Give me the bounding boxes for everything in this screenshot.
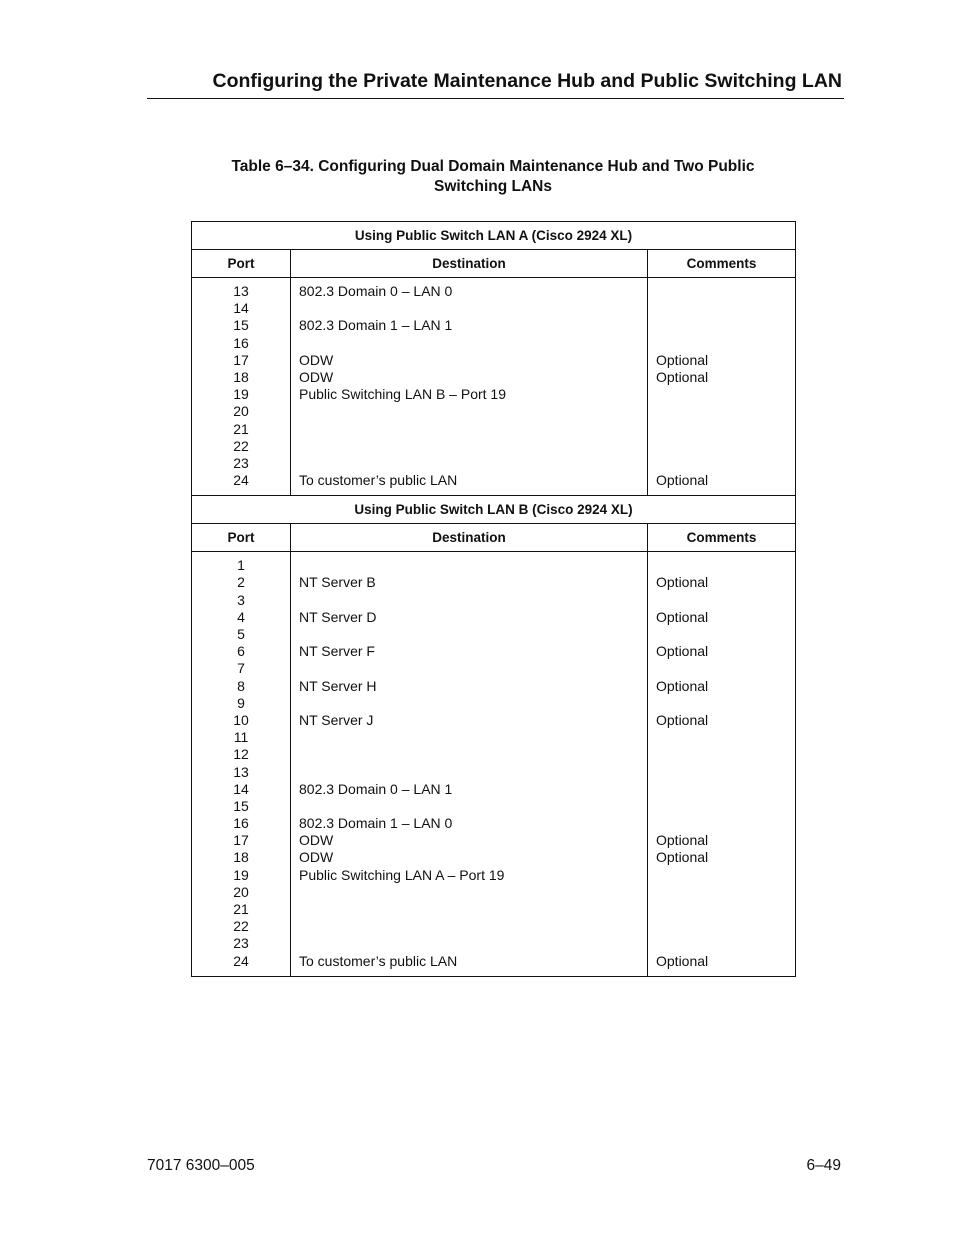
comment-text bbox=[648, 557, 795, 574]
table-data-row bbox=[192, 552, 796, 977]
column-header-port: Port bbox=[192, 524, 291, 552]
comment-text: Optional bbox=[656, 472, 709, 489]
port-list-cell bbox=[192, 278, 291, 496]
document-number: 7017 6300–005 bbox=[147, 1157, 255, 1174]
comment-text bbox=[648, 455, 795, 472]
destination-text bbox=[291, 918, 647, 935]
port-number: 23 bbox=[233, 454, 249, 471]
port-number: 1 bbox=[237, 557, 245, 574]
comment-text: Optional bbox=[656, 832, 709, 849]
destination-text: Public Switching LAN A – Port 19 bbox=[299, 866, 505, 883]
comment-text bbox=[648, 317, 795, 334]
column-header-destination: Destination bbox=[291, 250, 648, 278]
port-number: 14 bbox=[233, 780, 249, 797]
port-number: 17 bbox=[233, 351, 249, 368]
table-caption-line-2: Switching LANs bbox=[434, 177, 552, 195]
comment-text bbox=[648, 798, 795, 815]
port-number: 3 bbox=[237, 591, 245, 608]
comment-text bbox=[648, 592, 795, 609]
destination-text: 802.3 Domain 1 – LAN 0 bbox=[299, 815, 453, 832]
comment-text bbox=[648, 815, 795, 832]
destination-text: NT Server J bbox=[299, 711, 374, 728]
destination-text bbox=[291, 455, 647, 472]
comment-text bbox=[648, 695, 795, 712]
port-number: 2 bbox=[237, 574, 245, 591]
comment-text: Optional bbox=[656, 643, 709, 660]
comment-text bbox=[648, 729, 795, 746]
destination-text: ODW bbox=[299, 849, 334, 866]
table-data-row bbox=[192, 278, 796, 496]
comment-text bbox=[648, 918, 795, 935]
comment-text bbox=[648, 283, 795, 300]
port-number: 20 bbox=[233, 883, 249, 900]
comment-text bbox=[648, 626, 795, 643]
port-number: 8 bbox=[237, 677, 245, 694]
comment-text bbox=[648, 403, 795, 420]
port-number: 9 bbox=[237, 694, 245, 711]
port-number: 17 bbox=[233, 832, 249, 849]
column-header-row bbox=[192, 250, 796, 278]
port-number: 5 bbox=[237, 626, 245, 642]
port-number: 18 bbox=[233, 368, 249, 385]
comment-text bbox=[648, 867, 795, 884]
comments-list-cell bbox=[648, 278, 796, 496]
header-divider bbox=[147, 98, 844, 99]
port-number: 15 bbox=[233, 317, 249, 334]
port-number: 20 bbox=[233, 403, 249, 420]
destination-list-cell bbox=[291, 552, 648, 977]
comment-text bbox=[648, 935, 795, 952]
comment-text bbox=[648, 781, 795, 798]
destination-text: NT Server B bbox=[299, 574, 376, 591]
column-header-comments: Comments bbox=[648, 524, 796, 552]
port-number: 15 bbox=[233, 797, 249, 814]
port-list-cell bbox=[192, 552, 291, 977]
destination-text bbox=[291, 592, 647, 609]
section-header-row bbox=[192, 496, 796, 524]
port-number: 11 bbox=[233, 729, 249, 746]
page-header-title: Configuring the Private Maintenance Hub and Public Switching LAN bbox=[212, 70, 842, 92]
comment-text bbox=[648, 335, 795, 352]
comment-text bbox=[648, 438, 795, 455]
comment-text: Optional bbox=[656, 849, 709, 866]
comment-text: Optional bbox=[656, 574, 709, 591]
port-number: 16 bbox=[233, 815, 249, 832]
destination-text: 802.3 Domain 1 – LAN 1 bbox=[299, 317, 453, 334]
destination-text bbox=[291, 438, 647, 455]
table-caption-line-1: Table 6–34. Configuring Dual Domain Maintenance Hub and Two Public bbox=[231, 158, 755, 175]
port-number: 7 bbox=[237, 660, 245, 677]
comment-text bbox=[648, 421, 795, 438]
table-caption bbox=[191, 157, 795, 196]
column-header-row bbox=[192, 524, 796, 552]
section-header-row bbox=[192, 222, 796, 250]
destination-text bbox=[291, 695, 647, 712]
destination-text bbox=[291, 746, 647, 763]
port-number: 22 bbox=[233, 437, 249, 454]
port-configuration-table bbox=[191, 221, 796, 977]
port-number: 19 bbox=[233, 386, 249, 403]
page-number: 6–49 bbox=[806, 1157, 841, 1174]
port-number: 12 bbox=[233, 746, 249, 763]
destination-text: NT Server D bbox=[299, 608, 377, 625]
destination-text bbox=[291, 421, 647, 438]
destination-text bbox=[291, 403, 647, 420]
port-number: 13 bbox=[233, 283, 249, 299]
comment-text bbox=[648, 884, 795, 901]
destination-text bbox=[291, 935, 647, 952]
comment-text: Optional bbox=[656, 608, 709, 625]
destination-text: To customer’s public LAN bbox=[299, 472, 458, 489]
destination-text: To customer’s public LAN bbox=[299, 952, 458, 969]
port-number: 18 bbox=[233, 849, 249, 866]
port-number: 22 bbox=[233, 918, 249, 935]
port-number: 16 bbox=[233, 334, 249, 351]
column-header-destination: Destination bbox=[291, 524, 648, 552]
destination-text: ODW bbox=[299, 368, 334, 385]
destination-text bbox=[291, 901, 647, 918]
destination-text bbox=[291, 884, 647, 901]
port-number: 6 bbox=[237, 643, 245, 660]
port-number: 21 bbox=[233, 901, 249, 917]
destination-text bbox=[291, 764, 647, 781]
port-number: 21 bbox=[233, 420, 249, 437]
destination-text: 802.3 Domain 0 – LAN 0 bbox=[299, 283, 453, 299]
section-title-lan-b: Using Public Switch LAN B (Cisco 2924 XL) bbox=[192, 496, 796, 524]
comment-text bbox=[648, 660, 795, 677]
destination-text: 802.3 Domain 0 – LAN 1 bbox=[299, 780, 453, 797]
port-number: 4 bbox=[237, 608, 245, 625]
destination-text: ODW bbox=[299, 351, 334, 368]
port-number: 13 bbox=[233, 763, 249, 780]
comment-text: Optional bbox=[656, 677, 709, 694]
comment-text bbox=[648, 300, 795, 317]
port-number: 19 bbox=[233, 866, 249, 883]
destination-text bbox=[291, 729, 647, 746]
comment-text: Optional bbox=[656, 368, 709, 385]
destination-text: NT Server F bbox=[299, 643, 375, 660]
comment-text bbox=[648, 764, 795, 781]
destination-list-cell bbox=[291, 278, 648, 496]
destination-text bbox=[291, 798, 647, 815]
destination-text: Public Switching LAN B – Port 19 bbox=[299, 386, 506, 403]
destination-text bbox=[291, 660, 647, 677]
port-number: 14 bbox=[233, 300, 249, 317]
comment-text bbox=[648, 901, 795, 918]
comment-text: Optional bbox=[656, 711, 709, 728]
destination-text: NT Server H bbox=[299, 677, 377, 694]
section-title-lan-a: Using Public Switch LAN A (Cisco 2924 XL) bbox=[192, 222, 796, 250]
port-number: 24 bbox=[233, 952, 249, 969]
destination-text bbox=[291, 335, 647, 352]
comment-text bbox=[648, 386, 795, 403]
column-header-comments: Comments bbox=[648, 250, 796, 278]
column-header-port: Port bbox=[192, 250, 291, 278]
destination-text bbox=[291, 300, 647, 317]
port-number: 10 bbox=[233, 711, 249, 728]
comment-text bbox=[648, 746, 795, 763]
port-number: 24 bbox=[233, 472, 249, 489]
port-number: 23 bbox=[233, 935, 249, 952]
destination-text bbox=[291, 626, 647, 643]
comment-text: Optional bbox=[656, 952, 709, 969]
comments-list-cell bbox=[648, 552, 796, 977]
comment-text: Optional bbox=[656, 351, 709, 368]
destination-text bbox=[291, 557, 647, 574]
destination-text: ODW bbox=[299, 832, 334, 849]
